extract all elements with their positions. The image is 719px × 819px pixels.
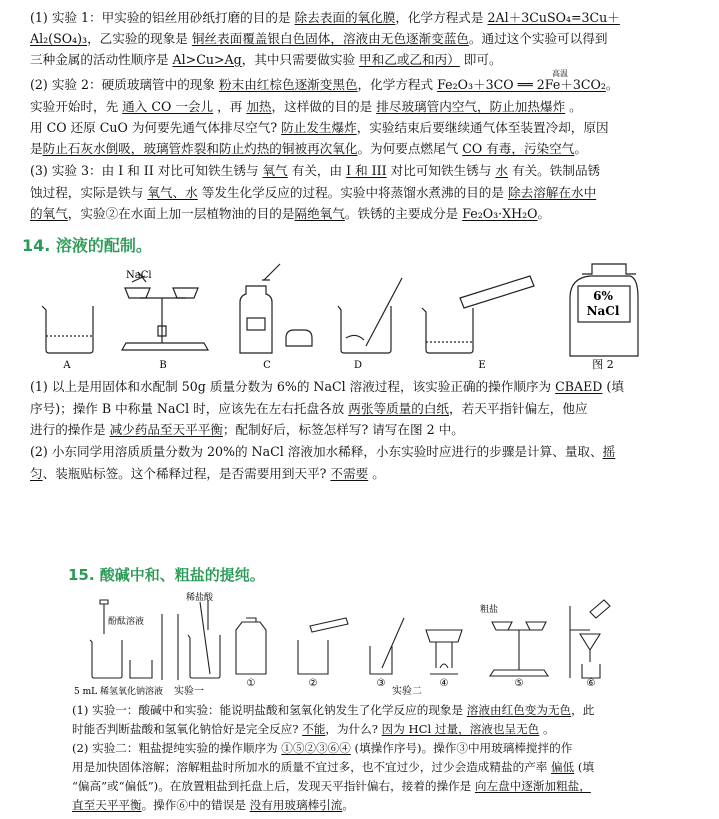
experiment-two-label: 实验二: [392, 686, 422, 697]
text-segment: (2) 实验二：粗盐提纯实验的操作顺序为: [72, 741, 282, 755]
beaker-d-icon: [338, 278, 402, 353]
answer-blank: ①⑤②③⑥④: [281, 741, 351, 755]
answer-blank: 向左盘中逐渐加粗盐，: [474, 779, 591, 793]
text-segment: ；配制好后，标签怎样写? 请写在图 2 中。: [222, 422, 464, 437]
cylinder-pouring-e-icon: [422, 276, 534, 353]
text-line: [30, 421, 464, 438]
text-segment: ，再: [213, 99, 247, 114]
text-line: [72, 702, 594, 719]
text-segment: 。通过这个实验可以得到: [468, 31, 608, 46]
balance-b-icon: [122, 272, 208, 350]
step-2-icon: [298, 618, 348, 674]
base-label: 5 mL 稀氢氧化钠溶液: [74, 687, 163, 697]
answer-blank: 不需要: [330, 466, 369, 481]
answer-blank: 偏低: [551, 760, 575, 774]
step-label-4: ④: [439, 678, 449, 689]
fig-label-d: D: [353, 360, 363, 370]
text-segment: 。为何要点燃尾气: [357, 141, 463, 156]
answer-blank: 甲和乙或乙和丙）: [359, 52, 460, 67]
step-label-5: ⑤: [514, 678, 524, 689]
text-line: [72, 721, 555, 738]
answer-blank: 隔绝氧气: [294, 206, 345, 221]
step-1-icon: [236, 618, 266, 674]
step-3-icon: [370, 618, 404, 674]
text-segment: 序号)；操作 B 中称量 NaCl 时，应该先在左右托盘各放: [30, 401, 349, 416]
text-segment: (3) 实验 3：由 I 和 II 对比可知铁生锈与: [30, 163, 263, 178]
answer-blank: 铜丝表面覆盖银白色固体，溶液由无色逐渐变蓝色: [191, 31, 469, 46]
text-segment: (1) 以上是用固体和水配制 50g 质量分数为 6%的 NaCl 溶液过程，该实验正确的操作顺序为: [30, 379, 556, 394]
step-label-6: ⑥: [586, 678, 596, 689]
answer-blank: 的氧气: [30, 206, 68, 221]
text-line: [30, 119, 609, 136]
text-line: [30, 205, 550, 222]
text-segment: ，实验②在水面上加一层植物油的目的是: [67, 206, 295, 221]
answer-blank: CBAED: [555, 379, 603, 394]
text-segment: 。: [537, 206, 551, 221]
text-line: [30, 98, 582, 115]
text-segment: 等发生化学反应的过程。实验中将蒸馏水煮沸的目的是: [197, 185, 508, 200]
experiment-one-icon: [90, 600, 220, 680]
nacl-tag: NaCl: [126, 270, 152, 281]
answer-blank: 摇: [602, 444, 616, 459]
reaction-condition-label: 高温: [552, 69, 568, 78]
answer-blank: 匀: [30, 466, 43, 481]
text-line: [72, 778, 591, 795]
text-line: [30, 443, 615, 460]
answer-blank: 两张等质量的白纸: [348, 401, 450, 416]
answer-blank: 排尽玻璃管内空气，防止加热爆炸: [376, 99, 566, 114]
answer-blank: 不能: [302, 722, 326, 736]
text-segment: 有关，由: [287, 163, 347, 178]
text-segment: 是: [30, 141, 43, 156]
step-5-icon: [490, 622, 548, 676]
text-segment: ，为什么?: [325, 722, 382, 736]
text-line: [30, 400, 588, 417]
text-line: [30, 140, 587, 157]
text-line: [30, 76, 619, 93]
fig-label-e: E: [478, 360, 486, 370]
acid-label: 稀盐酸: [186, 593, 214, 603]
reagent-bottle-c-icon: [240, 264, 312, 353]
text-line: [30, 465, 385, 482]
answer-blank: 除去表面的氧化膜: [294, 10, 396, 25]
step-label-2: ②: [308, 678, 318, 689]
text-segment: 三种金属的活动性顺序是: [30, 52, 173, 67]
answer-blank: 防止石灰水倒吸，玻璃管炸裂和防止灼热的铜被再次氧化: [42, 141, 358, 156]
text-segment: “偏高”或“偏低”)。在放置粗盐到托盘上后，发现天平指针偏右，接着的操作是: [72, 779, 475, 793]
text-segment: 、装瓶贴标签。这个稀释过程，是否需要用到天平?: [42, 466, 331, 481]
text-line: [30, 184, 596, 201]
answer-blank: Fe₂O₃·XH₂O: [462, 206, 538, 221]
answer-blank: 氧气: [262, 163, 288, 178]
answer-blank: 防止发生爆炸: [281, 120, 357, 135]
text-segment: 用 CO 还原 CuO 为何要先通气体排尽空气?: [30, 120, 282, 135]
answer-blank: 加热: [246, 99, 272, 114]
step-6-icon: [570, 600, 610, 678]
text-line: [30, 9, 620, 26]
text-segment: 用是加快固体溶解；溶解粗盐时所加水的质量不宜过多，也不宜过少，过少会造成精盐的产率: [72, 760, 552, 774]
dropper-label: 酚酞溶液: [108, 617, 145, 627]
beaker-a-icon: [42, 306, 93, 353]
text-line: [72, 759, 594, 776]
text-segment: (2) 实验 2：硬质玻璃管中的现象: [30, 77, 219, 92]
step-label-1: ①: [246, 678, 256, 689]
fig-label-a: A: [63, 360, 71, 370]
text-segment: (填: [574, 760, 595, 774]
text-line: [72, 797, 354, 814]
text-segment: (1) 实验一：酸碱中和实验：能说明盐酸和氢氧化钠发生了化学反应的现象是: [72, 703, 467, 717]
text-segment: 进行的操作是: [30, 422, 110, 437]
text-segment: ，其中只需要做实验: [241, 52, 360, 67]
text-segment: ，乙实验的现象是: [87, 31, 192, 46]
text-segment: 。操作⑥中的错误是: [141, 798, 250, 812]
text-segment: ，若天平指针偏左，他应: [449, 401, 588, 416]
answer-blank: 2Al＋3CuSO₄=3Cu＋: [487, 10, 620, 25]
text-segment: (填: [602, 379, 624, 394]
fig-label-c: C: [263, 360, 271, 370]
section-15-title: 15. 酸碱中和、粗盐的提纯。: [68, 566, 265, 584]
text-segment: ，化学方程式是: [395, 10, 488, 25]
text-segment: 有关。铁制品锈: [507, 163, 601, 178]
answer-blank: 通入 CO 一会儿: [122, 99, 214, 114]
text-line: [30, 30, 607, 47]
text-segment: 即可。: [459, 52, 502, 67]
text-line: [30, 51, 502, 68]
answer-blank: 直至天平平衡: [72, 798, 142, 812]
text-line: [30, 378, 624, 395]
text-segment: 实验开始时，先: [30, 99, 123, 114]
text-segment: 时能否判断盐酸和氢氧化钠恰好是完全反应?: [72, 722, 303, 736]
step-label-3: ③: [376, 678, 386, 689]
text-segment: 。: [574, 141, 587, 156]
answer-blank: 因为 HCl 过量，溶液也呈无色: [381, 722, 540, 736]
experiment-one-label: 实验一: [174, 686, 204, 697]
answer-blank: Al>Cu>Ag: [172, 52, 242, 67]
acid-base-salt-figure: [70, 590, 630, 700]
text-segment: 。: [539, 722, 555, 736]
text-segment: (1) 实验 1：甲实验的铝丝用砂纸打磨的目的是: [30, 10, 295, 25]
text-segment: ，这样做的目的是: [271, 99, 377, 114]
answer-blank: 水: [495, 163, 508, 178]
text-segment: 。: [368, 466, 385, 481]
text-line: [72, 740, 572, 757]
answer-blank: Fe₂O₃＋3CO ══ 2Fe＋3CO₂: [437, 77, 606, 92]
bottle-label-salt: NaCl: [586, 304, 620, 318]
step-4-icon: [426, 630, 462, 674]
section-14-title: 14. 溶液的配制。: [22, 236, 152, 255]
text-segment: 。: [605, 77, 619, 92]
answer-blank: 没有用玻璃棒引流: [249, 798, 343, 812]
text-segment: 。: [565, 99, 582, 114]
text-segment: ，化学方程式: [357, 77, 438, 92]
answer-blank: 减少药品至天平平衡: [109, 422, 223, 437]
answer-blank: 粉末由红棕色逐渐变黑色: [219, 77, 358, 92]
answer-blank: CO 有毒，污染空气: [462, 141, 575, 156]
text-segment: (2) 小东同学用溶质质量分数为 20%的 NaCl 溶液加水稀释，小东实验时应进行的步骤是计算、量取、: [30, 444, 603, 459]
answer-blank: 氧气、水: [147, 185, 198, 200]
text-segment: ，实验结束后要继续通气体至装置冷却，原因: [356, 120, 609, 135]
text-segment: 。铁锈的主要成分是: [344, 206, 463, 221]
fig-label-b: B: [159, 360, 167, 370]
text-segment: ，此: [571, 703, 595, 717]
answer-blank: 除去溶解在水中: [508, 185, 597, 200]
crude-salt-label: 粗盐: [480, 605, 499, 615]
bottle-label-percent: 6%: [593, 289, 613, 303]
fig2-label: 图 2: [592, 358, 614, 370]
text-segment: (填操作序号)。操作③中用玻璃棒搅拌的作: [350, 741, 573, 755]
text-segment: 对比可知铁生锈与: [386, 163, 496, 178]
answer-blank: Al₂(SO₄)₃: [30, 31, 88, 46]
answer-blank: I 和 III: [346, 163, 387, 178]
answer-blank: 溶液由红色变为无色: [466, 703, 572, 717]
solution-preparation-figure: [30, 258, 640, 370]
text-segment: 。: [342, 798, 354, 812]
text-segment: 蚀过程，实际是铁与: [30, 185, 148, 200]
text-line: [30, 162, 600, 179]
